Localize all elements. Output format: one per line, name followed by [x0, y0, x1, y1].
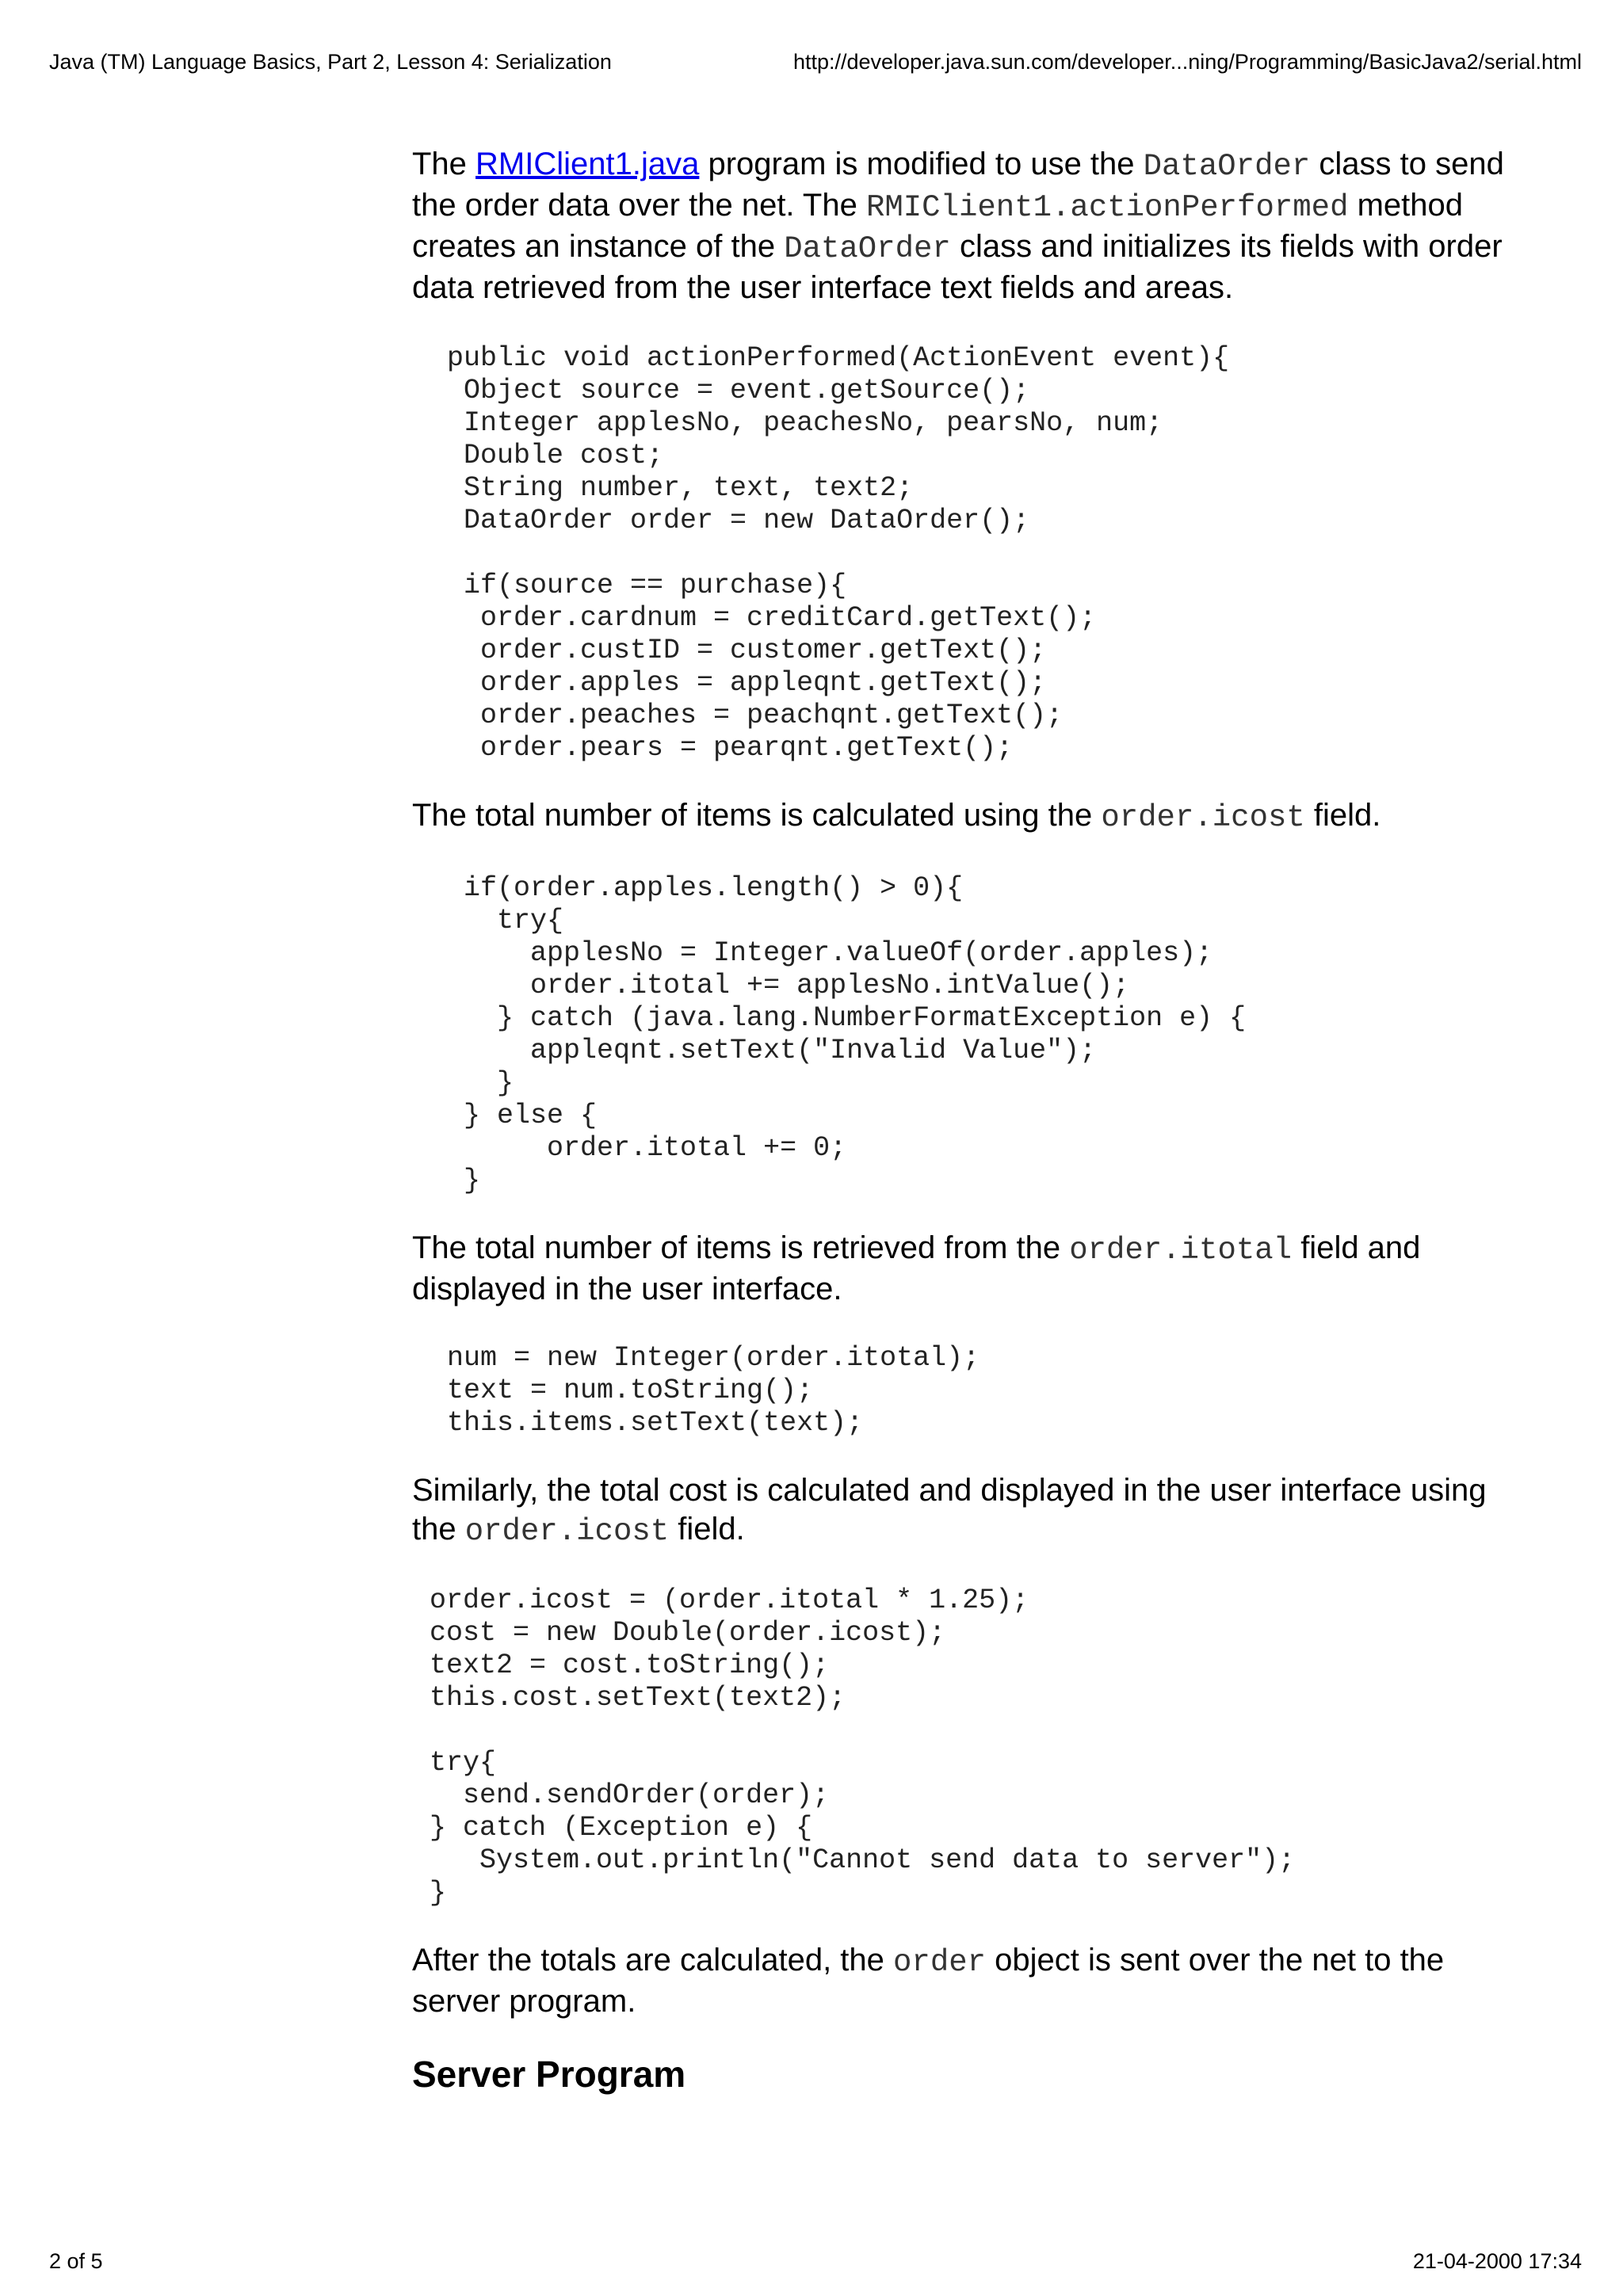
inline-code: DataOrder: [784, 231, 951, 266]
text-run: class and initializes its fields with order data retrieved from the user interface text fields and areas.: [412, 229, 1503, 305]
text-run: The total number of items is calculated using the: [412, 798, 1102, 833]
inline-code: order.icost: [464, 1514, 670, 1549]
code-block-cost-send: order.icost = (order.itotal * 1.25); cost = new Double(order.icost); text2 = cost.toString(); this.cost.setText(text2); try{ send.sendOrder(order); } catch (Exception e) { System.out.println("Cannot send data to server"); }: [430, 1585, 1296, 1909]
document-title: Java (TM) Language Basics, Part 2, Lesson 4: Serialization: [49, 50, 612, 74]
text-run: field.: [1304, 798, 1381, 833]
items-total-paragraph: [412, 796, 1537, 837]
text-run: program is modified to use the: [699, 147, 1144, 181]
send-paragraph: [412, 1941, 1537, 2021]
items-display-paragraph: [412, 1229, 1537, 1309]
inline-code: order: [893, 1945, 987, 1980]
text-run: After the totals are calculated, the: [412, 1943, 894, 1978]
intro-paragraph: [412, 145, 1537, 307]
inline-code: DataOrder: [1143, 149, 1311, 184]
section-heading-server-program: Server Program: [412, 2054, 686, 2095]
rmiclient1-link[interactable]: RMIClient1.java: [475, 147, 700, 181]
code-block-apples-total: if(order.apples.length() > 0){ try{ applesNo = Integer.valueOf(order.apples); order.itotal += applesNo.intValue(); } catch (java.lang.NumberFormatException e) { appleqnt.setText("Invalid Value"); } } else { order.itotal += 0; }: [464, 872, 1247, 1196]
cost-paragraph: [412, 1471, 1537, 1551]
inline-code: order.icost: [1101, 800, 1305, 835]
text-run: field.: [669, 1512, 745, 1547]
text-run: The total number of items is retrieved from the: [412, 1230, 1070, 1265]
text-run: field and displayed in the user interface.: [412, 1230, 1421, 1306]
text-run: class to send the order data over the net. The: [412, 147, 1504, 223]
code-block-display-items: num = new Integer(order.itotal); text = num.toString(); this.items.setText(text);: [447, 1342, 980, 1439]
text-run: object is sent over the net to the server program.: [412, 1943, 1445, 2019]
document-url: http://developer.java.sun.com/developer...ning/Programming/BasicJava2/serial.html: [792, 50, 1582, 74]
page-content: [412, 145, 1537, 2096]
page-number: 2 of 5: [49, 2249, 103, 2273]
print-datetime: 21-04-2000 17:34: [1412, 2249, 1582, 2273]
inline-code: order.itotal: [1069, 1233, 1293, 1268]
text-run: The: [412, 147, 476, 181]
code-block-action-performed: public void actionPerformed(ActionEvent event){ Object source = event.getSource(); Integer applesNo, peachesNo, pearsNo, num; Double cost; String number, text, text2; DataOrder order = new DataOrder(); if(source == purchase){ order.cardnum = creditCard.getText(); order.custID = customer.getText(); order.apples = appleqnt.getText(); order.peaches = peachqnt.getText(); order.pears = pearqnt.getText();: [447, 342, 1230, 764]
inline-code: RMIClient1.actionPerformed: [865, 190, 1349, 225]
text-run: method creates an instance of the: [412, 188, 1463, 264]
text-run: Similarly, the total cost is calculated and displayed in the user interface using the: [412, 1473, 1487, 1547]
